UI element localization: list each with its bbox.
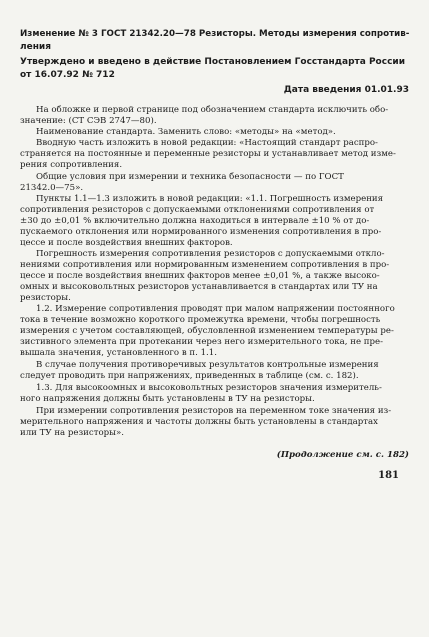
body-line: Погрешность измерения сопротивления резисторов с допускаемыми откло-: [36, 249, 385, 259]
body-line: нениями сопротивления или нормированным изменением сопротивления в про-: [20, 260, 390, 270]
body-line: омных и высоковольтных резисторов устанавливается в стандартах или ТУ на: [20, 282, 378, 292]
page-number: 181: [378, 470, 399, 481]
approval-date: от 16.07.92 № 712: [20, 70, 115, 80]
amendment-title-continuation: ления: [20, 42, 51, 52]
body-line: значение: (СТ СЭВ 2747—80).: [20, 116, 157, 126]
body-line: цессе и после воздействия внешних факторов менее ±0,01 %, а также высоко-: [20, 271, 380, 281]
body-line: резисторы.: [20, 293, 71, 303]
body-line: Пункты 1.1—1.3 изложить в новой редакции: «1.1. Погрешность измерения: [36, 194, 384, 204]
body-line: В случае получения противоречивых результатов контрольные измерения: [36, 360, 379, 370]
amendment-title: Изменение № 3 ГОСТ 21342.20—78 Резисторы. Методы измерения сопротив-: [20, 29, 410, 39]
body-line: Наименование стандарта. Заменить слово: «методы» на «метод».: [36, 127, 336, 137]
body-line: На обложке и первой странице под обозначением стандарта исключить обо-: [36, 105, 389, 115]
body-line: вышала значения, установленного в п. 1.1.: [20, 348, 217, 358]
body-line: рения сопротивления.: [20, 160, 123, 170]
body-line: или ТУ на резисторы».: [20, 428, 124, 438]
body-line: сопротивления резисторов с допускаемыми отклонениями сопротивления от: [20, 205, 375, 215]
body-line: цессе и после воздействия внешних факторов.: [20, 238, 233, 248]
body-line: 1.2. Измерение сопротивления проводят при малом напряжении постоянного: [36, 304, 395, 314]
body-line: ного напряжения должны быть установлены в ТУ на резисторы.: [20, 394, 315, 404]
body-line: пускаемого отклонения или нормированного изменения сопротивления в про-: [20, 227, 382, 237]
body-line: зистивного элемента при протекании через него измерительного тока, не пре-: [20, 337, 384, 347]
body-line: 1.3. Для высокоомных и высоковольтных резисторов значения измеритель-: [36, 383, 382, 393]
continuation-note: (Продолжение см. с. 182): [276, 450, 409, 460]
body-line: ±30 до ±0,01 % включительно должна находиться в интервале ±10 % от до-: [20, 216, 370, 226]
body-line: следует проводить при напряжениях, приведенных в таблице (см. с. 182).: [20, 371, 359, 381]
body-line: измерения с учетом составляющей, обусловленной изменением температуры ре-: [20, 326, 394, 336]
body-line: тока в течение возможно короткого промежутка времени, чтобы погрешность: [20, 315, 381, 325]
approval-line: Утверждено и введено в действие Постановлением Госстандарта России: [20, 57, 406, 67]
body-line: мерительного напряжения и частоты должны быть установлены в стандартах: [20, 417, 378, 427]
body-line: При измерении сопротивления резисторов на переменном токе значения из-: [36, 406, 392, 416]
effective-date: Дата введения 01.01.93: [283, 85, 409, 95]
body-line: Вводную часть изложить в новой редакции: «Настоящий стандарт распро-: [36, 138, 378, 148]
body-line: Общие условия при измерении и техника безопасности — по ГОСТ: [36, 172, 344, 182]
body-line: страняется на постоянные и переменные резисторы и устанавливает метод изме-: [20, 149, 396, 159]
body-line: 21342.0—75».: [20, 183, 84, 193]
